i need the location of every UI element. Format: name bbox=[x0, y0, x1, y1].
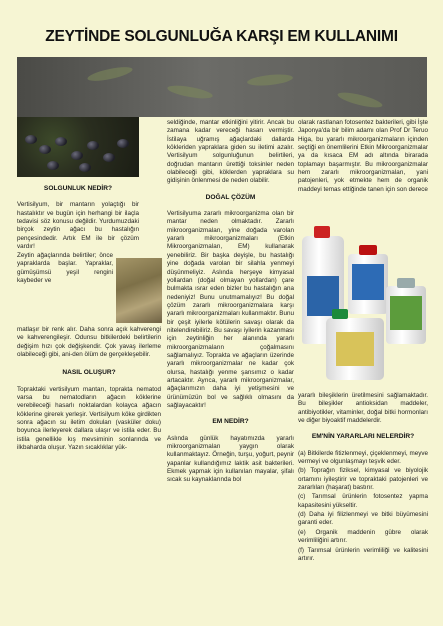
section-heading-natural-solution: DOĞAL ÇÖZÜM bbox=[205, 193, 256, 201]
paragraph: seldiğinde, mantar etkinliğini yitirir. Ancak bu zamana kadar vereceği hasarı vermiştir. İstilaya uğramış ağaçlardaki dallarda kökleriden yapraklara giden su iletimi azalır. Vertisilyum solgunluğunun belirtileri, doğrudan mantarın ürettiği toksinler neden olabileceği gibi, köklerden yapraklara su gidişinin önlenmesi de neden olabilir. bbox=[167, 119, 294, 185]
section-heading-what-is-wilt: SOLGUNLUK NEDİR? bbox=[43, 185, 113, 192]
paragraph: matlaşır bir renk alır. Daha sonra açık kahverengi ve kahverengileşir. Odunsu bitkilerdeki belirtilerin değişim hızı çok değişkendir. Çok yavaş ilerleme olabileceği gibi, ani-den ölüm de gerçekleşebilir. bbox=[17, 326, 161, 359]
benefit-item: (b) Toprağın fiziksel, kimyasal ve biyolojik ortamını iyileştirir ve topraktaki patojenleri ve zararlıları (haşarat) bastırır. bbox=[298, 467, 428, 492]
paragraph: olarak rastlanan fotosentez bakterileri, gibi İşte Japonya'da bir bilim adamı olan Prof Dr Teruo Higa, bu yararlı mikroorganizmaların içinden seçtiği en önemlilerini Etkin Mikroorganizmalar ya da kısaca EM adı altında birarada toplamayı başarmıştır. Bu mikroorganizmalar hem zararlı mikroorganizmaları, yani patojenleri, yok etmekte hem de organik maddeyi temas ettiğinde tanen için son derece bbox=[298, 119, 428, 193]
benefit-item: (e) Organik maddenin gübre olarak verimliliğini artırır. bbox=[298, 528, 428, 545]
paragraph: Aslında günlük hayatımızda yararlı mikroorganizmaları yaygın olarak kullanmaktayız. Örneğin, turşu, yoğurt, peynir yapanlar kullandığımız laktik asit bakterileri. Ekmek yapmak için kullanılan mayalar, şifalı sıcak su kaynaklarında bol bbox=[167, 434, 294, 484]
page-title: ZEYTİNDE SOLGUNLUĞA KARŞI EM KULLANIMI bbox=[45, 28, 398, 45]
benefit-item: (a) Bitkilerde fitizlenmeyi, çiçeklenmeyi, meyve vermeyi ve olgunlaşmayı teşvik eder. bbox=[298, 449, 428, 466]
benefit-item: (f) Tarımsal ürünlerin verimliliği ve kalitesini artırır. bbox=[298, 546, 428, 562]
column-1 bbox=[17, 185, 139, 259]
paragraph: Topraktaki vertisilyum mantarı, toprakta nematod varsa bu nematodların ağacın köklerine verebileceği hasarlı noktalardan kolayca ağacın köklerine girerek yerleşir. Vertisilyum köke girdikten sonra ağacın su iletim dokuları (vasküler doku) boyunca ilerleyerek dallara ulaşır ve istila eder. Bu istila genellikle kış mevsiminin sonlarında ve ilkbaharda oluşur. Yazın sıcaklıklar yük- bbox=[17, 385, 161, 452]
column-3-lower bbox=[298, 392, 428, 564]
em-products-photo bbox=[296, 218, 429, 384]
benefit-item: (c) Tarımsal ürünlerin fotosentez yapma kapasitesini yükseltir. bbox=[298, 493, 428, 509]
em-bottle-image bbox=[348, 254, 388, 314]
section-heading-what-is-em: EM NEDİR? bbox=[212, 418, 249, 426]
section-heading-em-benefits: EM'NİN YARARLARI NELERDİR? bbox=[311, 433, 415, 441]
paragraph-wrap: Zeytin ağaçlarında belirtiler; önce yapraklarda başlar. Yapraklar, gümüşümsü yeşil rengini kaybeder ve bbox=[17, 252, 113, 285]
paragraph: yararlı bileşiklerin üretilmesini sağlamaktadır. Bu bileşikler antioksidan maddeler, antibiyotikler, vitaminler, doğal bitki hormonları ve diğer biyoaktif maddelerdir. bbox=[298, 392, 428, 425]
paragraph: Vertisilyuma zararlı mikroorganizma olan bir mantar neden olmaktadır. Zararlı mikroorganizmaları, yine doğada varolan yararlı mikroorganizmaları (Etkin Mikroorganizmaları, EM) kullanarak yenebiliriz. Bir başka deyişle, bu hastalığı yine doğada varolan bir silahla yenmeyi düşünmeliyiz. Aslında herşeye kimyasal yollardan (doğal olmayan yollardan) çare bulmakta ısrar eden bizler bu hastalığın ana nedeniyiz! Bunu unutmamalıyız! Bu doğal çözüm zararlı mikroorganizmalara karşı yararlı mikroorganizmaları kullanmaktır. Bunu bir çeşit iyilerle kötülerin savaşı olarak da nitelendirebiliriz. Bu savaşı iyilerin kazanması için zeytinliğin her alanında yararlı mikroorganizmaların çoğalmasını sağlamalıyız. Toprakta ve ağaçların üzerinde yararlı mikroorganizmalar ne kadar çok olursa, hastalığı yenme şansımız o kadar artacaktır. Ayrıca, yararlı mikroorganizmalar, ağaçlarımızın daha iyi yetişmesini ve ürünümüzün bol ve sağlıklı olmasını da sağlayacaktır! bbox=[167, 210, 294, 409]
column-2 bbox=[167, 119, 294, 493]
olive-branch-banner-image bbox=[17, 57, 427, 117]
em-bottle-image bbox=[326, 318, 384, 380]
column-1-lower bbox=[17, 326, 161, 460]
section-heading-how-it-occurs: NASIL OLUŞUR? bbox=[62, 369, 116, 377]
column-3 bbox=[298, 119, 428, 202]
benefit-item: (d) Daha iyi filizlenmeyi ve bitki büyümesini garanti eder. bbox=[298, 511, 428, 527]
diseased-olive-tree-photo bbox=[116, 258, 162, 323]
em-bottle-image bbox=[386, 286, 426, 344]
paragraph: Vertisilyum, bir mantarın yolaçtığı bir hastalıktır ve bugün için herhangi bir ilaçla tedavisi söz konusu değildir. Yurdumuzdaki birçok zeytin ağacı bu hastalığın pençesindedir. Artık EM ile bir çözüm vardır! bbox=[17, 201, 139, 251]
olives-photo bbox=[17, 117, 139, 177]
